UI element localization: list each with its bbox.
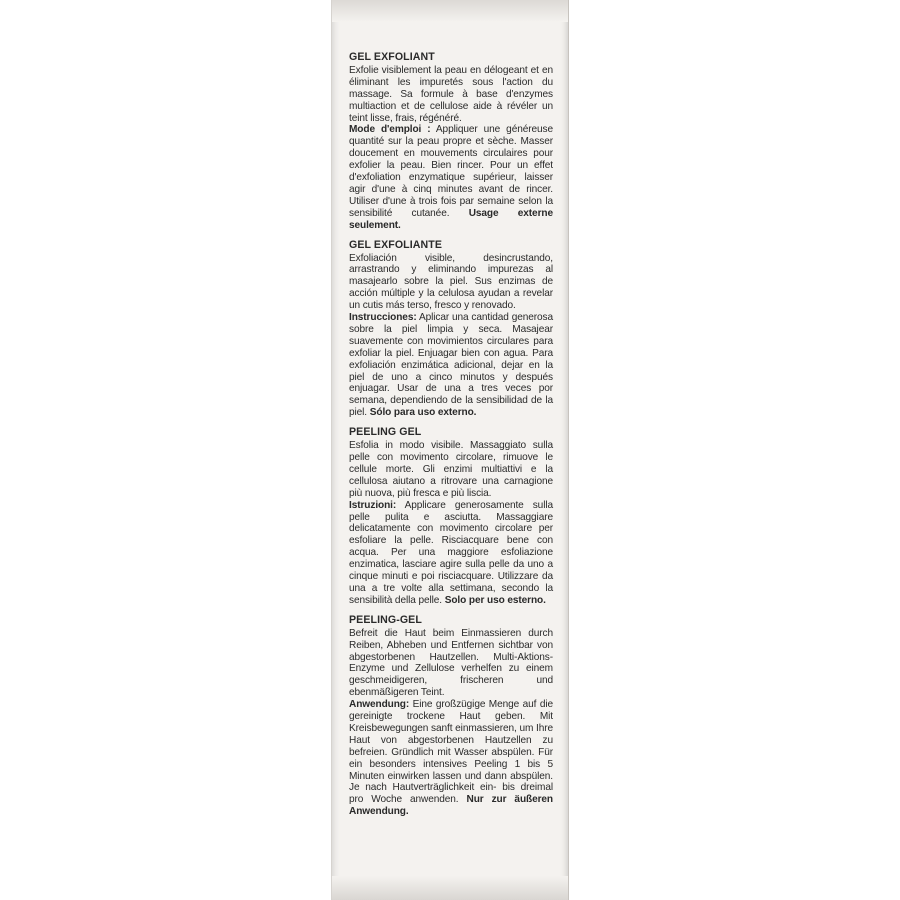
warning-text: Usage externe seulement. — [349, 207, 553, 231]
warning-text: Sólo para uso externo. — [369, 407, 477, 419]
section-french — [349, 52, 553, 232]
section-title: GEL EXFOLIANT — [349, 51, 435, 63]
section-description: Befreit die Haut beim Einmassieren durch Reiben, Abheben und Entfernen sichtbar von abgestorbenen Hautzellen. Multi-Aktions-Enzyme und Zellulose verhelfen zu einem geschmeidigeren, frischeren und ebenmäßigeren Teint. — [349, 627, 553, 699]
section-directions — [349, 312, 553, 419]
warning-text: Nur zur äußeren Anwendung. — [349, 794, 553, 818]
section-directions — [349, 500, 553, 607]
section-title: GEL EXFOLIANTE — [349, 238, 443, 251]
section-directions — [349, 124, 553, 231]
directions-text: Eine großzügige Menge auf die gereinigte trockene Haut geben. Mit Kreisbewegungen sanft einmassieren, um Ihre Haut von abgestorbenen Hautzellen zu befreien. Gründlich mit Wasser abspülen. Für ein besonders intensives Peeling 1 bis 5 Minuten einwirken lassen und dann abspülen. Je nach Hautverträglichkeit ein- bis dreimal pro Woche anwenden. — [349, 699, 553, 806]
directions-text: Aplicar una cantidad generosa sobre la piel limpia y seca. Masajear suavemente con movimientos circulares para exfoliar la piel. Enjuagar bien con agua. Para exfoliación enzimática adicional, dejar en la piel de uno a cinco minutos y después enjuagar. Usar de una a tres veces por semana, dependiendo de la sensibilidad de la piel. — [349, 312, 553, 419]
section-german — [349, 615, 553, 818]
directions-text: Applicare generosamente sulla pelle pulita e asciutta. Massaggiare delicatamente con movimento circolare per esfoliare la pelle. Risciacquare bene con acqua. Per una maggiore esfoliazione enzimatica, lasciare agire sulla pelle da uno a cinque minuti e poi risciacquare. Utilizzare da una a tre volte alla settimana, secondo la sensibilità della pelle. — [349, 499, 553, 606]
warning-text: Solo per uso esterno. — [444, 594, 546, 606]
section-title: PEELING-GEL — [349, 613, 422, 626]
section-directions — [349, 699, 553, 818]
section-description: Exfoliación visible, desincrustando, arrastrando y eliminando impurezas al masajearlo sobre la piel. Sus enzimas de acción múltiple y la celulosa ayudan a revelar un cutis más terso, fresco y renovado. — [349, 252, 553, 312]
section-italian — [349, 427, 553, 607]
directions-label: Anwendung: — [349, 699, 410, 711]
directions-label: Istruzioni: — [349, 499, 397, 511]
label-text-block — [349, 52, 553, 826]
section-description: Esfolia in modo visibile. Massaggiato sulla pelle con movimento circolare, rimuove le cellule morte. Gli enzimi multiattivi e la cellulosa aiutano a ritrovare una carnagione più nuova, più fresca e più liscia. — [349, 440, 553, 499]
section-title: PEELING GEL — [349, 426, 422, 439]
section-spanish — [349, 240, 553, 420]
section-description: Exfolie visiblement la peau en délogeant et en éliminant les impuretés sous l'action du massage. Sa formule à base d'enzymes multiaction et de cellulose aide à révéler un teint lisse, frais, régénéré. — [349, 64, 553, 124]
directions-label: Mode d'emploi : — [349, 124, 431, 136]
directions-text: Appliquer une généreuse quantité sur la peau propre et sèche. Masser doucement en mouvements circulaires pour exfolier la peau. Bien rincer. Pour un effet d'exfoliation enzymatique supérieur, laisser agir d'une à cinq minutes avant de rincer. Utiliser d'une à trois fois par semaine selon la sensibilité cutanée. — [349, 124, 553, 219]
directions-label: Instrucciones: — [349, 312, 417, 324]
